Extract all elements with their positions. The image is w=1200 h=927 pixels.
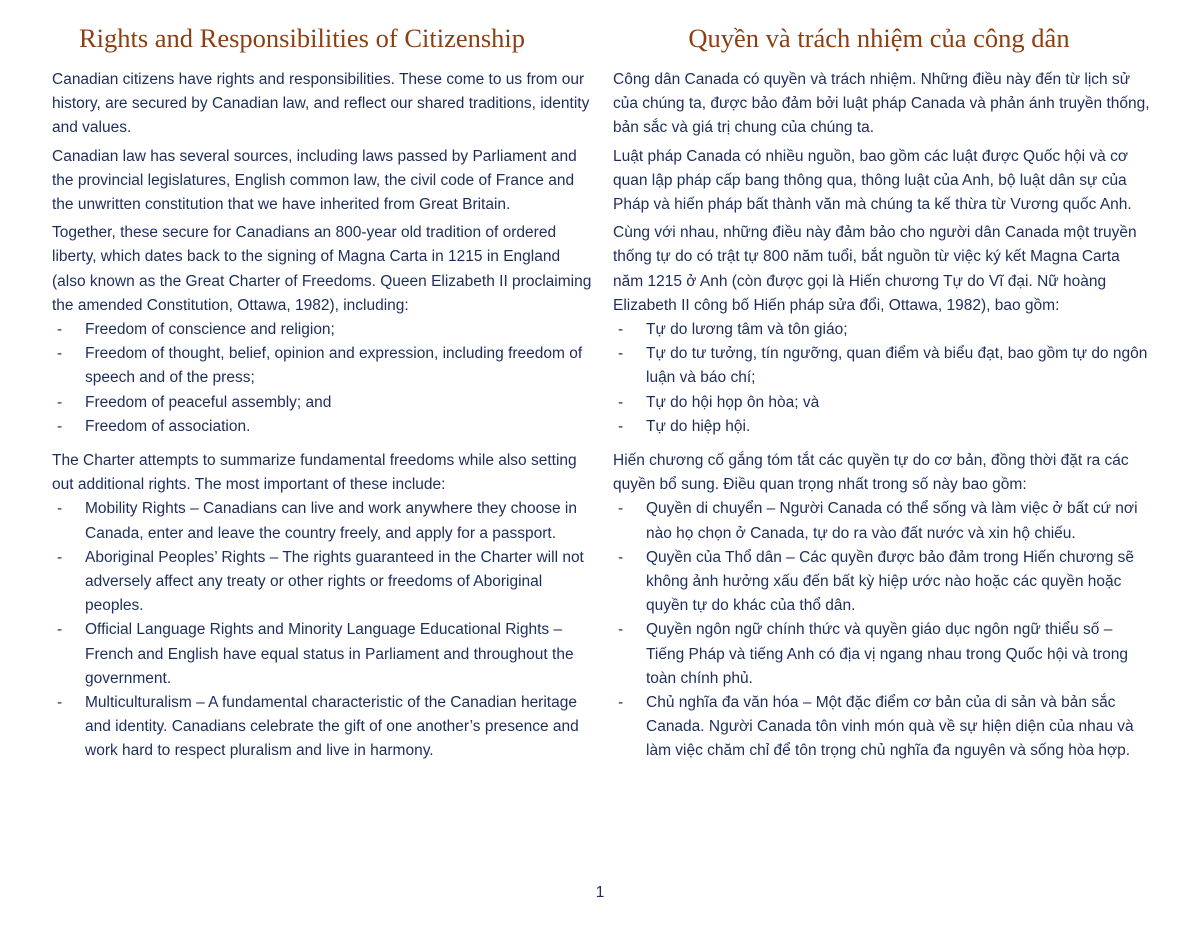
- list-item-text: Tự do lương tâm và tôn giáo;: [646, 321, 848, 339]
- list-item-text: Quyền của Thổ dân – Các quyền được bảo đảm trong Hiến chương sẽ không ảnh hưởng xấu đến bất kỳ hiệp ước nào hoặc các quyền hoặc quyền tự do khác của thổ dân.: [646, 548, 1135, 615]
- vietnamese-paragraph-1: Công dân Canada có quyền và trách nhiệm. Những điều này đến từ lịch sử của chúng ta, được bảo đảm bởi luật pháp Canada và phản ánh truyền thống, bản sắc và giá trị chung của chúng ta.: [613, 71, 1150, 137]
- list-dash: -: [618, 345, 624, 363]
- list-item: [613, 415, 1153, 439]
- vietnamese-charter-intro: Hiến chương cố gắng tóm tắt các quyền tự do cơ bản, đồng thời đặt ra các quyền bổ sung. Điều quan trọng nhất trong số này bao gồm:: [613, 452, 1129, 494]
- list-dash: -: [618, 417, 624, 435]
- vietnamese-paragraph-2: Luật pháp Canada có nhiều nguồn, bao gồm các luật được Quốc hội và cơ quan lập pháp cấp bang thông qua, thông luật của Anh, bộ luật dân sự của Pháp và hiến pháp bất thành văn mà chúng ta kế thừa từ Vương quốc Anh.: [613, 147, 1132, 214]
- english-title: Rights and Responsibilities of Citizenship: [78, 23, 526, 53]
- english-charter-intro: The Charter attempts to summarize fundamental freedoms while also setting out additional rights. The most important of these include:: [52, 452, 577, 494]
- vietnamese-paragraph-3: Cùng với nhau, những điều này đảm bảo cho người dân Canada một truyền thống tự do có trật tự 800 năm tuổi, bắt nguồn từ việc ký kết Magna Carta năm 1215 ở Anh (còn được gọi là Hiến chương Tự do Vĩ đại. Nữ hoàng Elizabeth II công bố Hiến pháp sửa đổi, Ottawa, 1982), bao gồm:: [613, 224, 1137, 314]
- english-paragraph-1: Canadian citizens have rights and responsibilities. These come to us from our history, are secured by Canadian law, and reflect our shared traditions, identity and values.: [52, 71, 590, 137]
- list-item: [613, 497, 1153, 545]
- list-dash: -: [57, 548, 63, 566]
- list-item: [52, 691, 592, 764]
- list-item: [52, 497, 592, 545]
- list-dash: -: [57, 321, 63, 339]
- list-item: [613, 691, 1153, 764]
- list-item-text: Tự do hiệp hội.: [646, 417, 751, 435]
- list-item-text: Freedom of peaceful assembly; and: [85, 393, 332, 411]
- list-item-text: Freedom of thought, belief, opinion and expression, including freedom of speech and of the press;: [85, 345, 583, 387]
- english-freedoms-list: [52, 318, 592, 439]
- list-item-text: Freedom of association.: [85, 417, 251, 435]
- list-item-text: Aboriginal Peoples’ Rights – The rights guaranteed in the Charter will not adversely affect any treaty or other rights or freedoms of Aboriginal peoples.: [85, 548, 584, 615]
- list-dash: -: [618, 548, 624, 566]
- list-item-text: Freedom of conscience and religion;: [85, 321, 335, 339]
- english-rights-list: [52, 497, 592, 763]
- list-dash: -: [618, 393, 624, 411]
- list-item: [52, 318, 592, 342]
- list-dash: -: [57, 417, 63, 435]
- list-dash: -: [618, 621, 624, 639]
- list-item: [52, 546, 592, 619]
- list-item-text: Tự do tư tưởng, tín ngưỡng, quan điểm và biểu đạt, bao gồm tự do ngôn luận và báo chí;: [646, 345, 1148, 387]
- list-dash: -: [57, 500, 63, 518]
- list-item-text: Tự do hội họp ôn hòa; và: [646, 393, 820, 411]
- list-item: [52, 391, 592, 415]
- vietnamese-column: [613, 22, 1153, 764]
- list-dash: -: [57, 694, 63, 712]
- english-paragraph-2: Canadian law has several sources, including laws passed by Parliament and the provincial legislatures, English common law, the civil code of France and the unwritten constitution that we have inherited from Great Britain.: [52, 147, 577, 214]
- list-item: [613, 318, 1153, 342]
- list-item: [613, 546, 1153, 619]
- list-item-text: Official Language Rights and Minority Language Educational Rights – French and English have equal status in Parliament and throughout the government.: [85, 621, 574, 687]
- list-dash: -: [618, 694, 624, 712]
- list-item: [613, 391, 1153, 415]
- list-dash: -: [618, 321, 624, 339]
- list-dash: -: [57, 393, 63, 411]
- page-number: 1: [595, 884, 605, 901]
- english-paragraph-3: Together, these secure for Canadians an 800-year old tradition of ordered liberty, which dates back to the signing of Magna Carta in 1215 in England (also known as the Great Charter of Freedoms. Queen Elizabeth II proclaiming the amended Constitution, Ottawa, 1982), including:: [52, 224, 592, 314]
- vietnamese-rights-list: [613, 497, 1153, 763]
- list-item-text: Mobility Rights – Canadians can live and work anywhere they choose in Canada, enter and leave the country freely, and apply for a passport.: [85, 500, 577, 542]
- list-dash: -: [57, 345, 63, 363]
- list-item: [52, 415, 592, 439]
- list-dash: -: [57, 621, 63, 639]
- list-dash: -: [618, 500, 624, 518]
- list-item: [613, 618, 1153, 691]
- list-item: [52, 342, 592, 390]
- list-item-text: Multiculturalism – A fundamental characteristic of the Canadian heritage and identity. Canadians celebrate the gift of one another’s presence and work hard to respect pluralism and live in harmony.: [85, 694, 579, 760]
- english-column: [52, 22, 592, 764]
- vietnamese-title: Quyền và trách nhiệm của công dân: [688, 23, 1070, 53]
- list-item-text: Quyền di chuyển – Người Canada có thể sống và làm việc ở bất cứ nơi nào họ chọn ở Canada, tự do ra vào đất nước và xin hộ chiếu.: [646, 500, 1138, 542]
- vietnamese-freedoms-list: [613, 318, 1153, 439]
- list-item-text: Quyền ngôn ngữ chính thức và quyền giáo dục ngôn ngữ thiểu số – Tiếng Pháp và tiếng Anh có địa vị ngang nhau trong Quốc hội và trong toàn chính phủ.: [646, 621, 1128, 687]
- list-item: [52, 618, 592, 691]
- list-item: [613, 342, 1153, 390]
- list-item-text: Chủ nghĩa đa văn hóa – Một đặc điểm cơ bản của di sản và bản sắc Canada. Người Canada tôn vinh món quà về sự hiện diện của nhau và làm việc chăm chỉ để tôn trọng chủ nghĩa đa nguyên và sống hòa hợp.: [646, 694, 1134, 760]
